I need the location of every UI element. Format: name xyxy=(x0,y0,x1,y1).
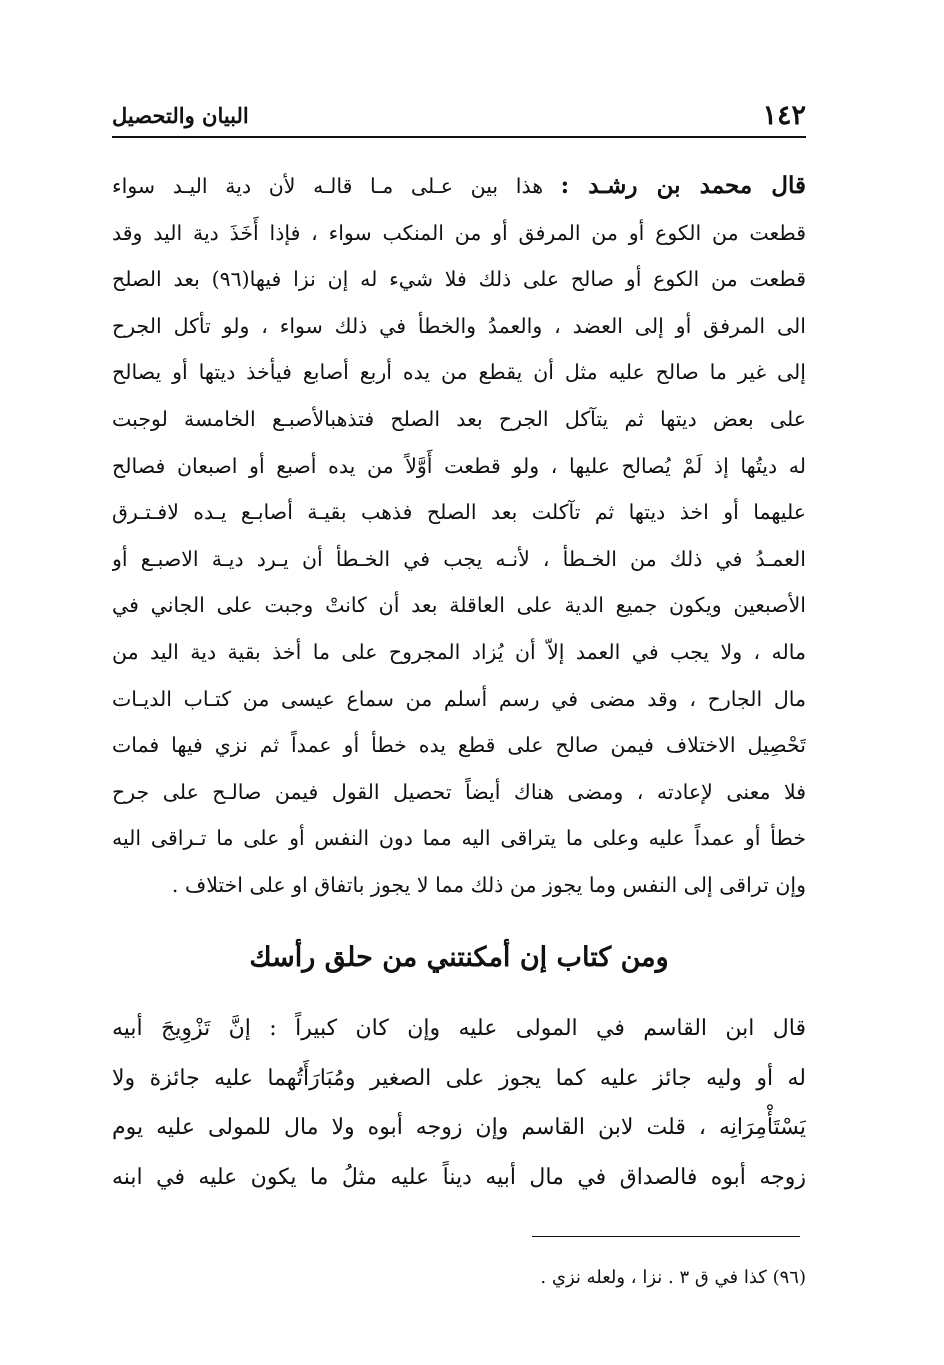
text-line: فلا معنى لإعادته ، ومضى هناك أيضاً تحصيل القول فيمن صالـح على جرح xyxy=(112,779,806,804)
text-line: الى المرفق أو إلى العضد ، والعمدُ والخطأ في ذلك سواء ، ولو تأكل الجرح xyxy=(112,313,806,338)
text-line: قطعت من الكوع أو صالح على ذلك فلا شيء له إن نزا فيها(٩٦) بعد الصلح xyxy=(112,267,806,292)
text-line: الأصبعين ويكون جميع الدية على العاقلة بعد أن كانتْ وجبت على الجاني في xyxy=(112,593,806,618)
text-line: تَحْصِيل الاختلاف فيمن صالح على قطع يده خطأ أو عمداً ثم نزي فيها فمات xyxy=(112,733,806,758)
text-line: عليهما أو اخذ ديتها ثم تآكلت بعد الصلح فذهب بقيـة أصابـع يـده لافـتـرق xyxy=(112,500,806,525)
commentary-passage xyxy=(112,163,806,909)
text-line: على بعض ديتها ثم يتآكل الجرح بعد الصلح فتذهبالأصبـع الخامسة لوجبت xyxy=(112,406,806,431)
text-line: قطعت من الكوع أو من المرفق أو من المنكب سواء ، فإذا أَخَذَ دية اليد وقد xyxy=(112,220,806,245)
text-line: إلى غير ما صالح عليه مثل أن يقطع من يده أربع أصابع فيأخذ ديتها أو يصالح xyxy=(112,360,806,385)
running-title: البيان والتحصيل xyxy=(112,102,249,128)
page-number: ١٤٢ xyxy=(762,99,806,131)
running-header xyxy=(112,96,806,134)
text-line: له ديتُها إذ لَمْ يُصالح عليها ، ولو قطعت أَوَّلاً من يده أصبع أو اصبعان فصالح xyxy=(112,453,806,478)
text-line: يَسْتَأْمِرَانِه ، قلت لابن القاسم وإن زوجه أبوه ولا مال للمولى عليه يوم xyxy=(112,1115,806,1140)
header-rule xyxy=(112,136,806,138)
text-line: قال محمد بن رشـد : هذا بين عـلى مـا قالـه لأن دية اليـد سواء xyxy=(112,172,806,199)
section-passage xyxy=(112,1004,806,1202)
text-line: له أو وليه جائز عليه كما يجوز على الصغير ومُبَارَأَتُهما عليه جائزة ولا xyxy=(112,1065,806,1091)
text-line: وإن تراقى إلى النفس وما يجوز من ذلك مما لا يجوز باتفاق او على اختلاف . xyxy=(171,872,806,897)
footnote-rule xyxy=(532,1236,800,1237)
footnote: (٩٦) كذا في ق ٣ . نزا ، ولعله نزي . xyxy=(540,1267,806,1288)
text-line: ماله ، ولا يجب في العمد إلاّ أن يُزاد المجروح على ما أخذ بقية دية اليد من xyxy=(112,639,806,664)
text-line: مال الجارح ، وقد مضى في رسم أسلم من سماع عيسى من كتـاب الديـات xyxy=(112,686,806,711)
text-line: خطأ أو عمداً عليه وعلى ما يتراقى اليه مما دون النفس أو على ما تـراقى اليه xyxy=(112,826,806,851)
text-line: العمـدُ في ذلك من الخـطأ ، لأنـه يجب في الخـطأ أن يـرد ديـة الاصبـع أو xyxy=(112,546,806,571)
text-line: قال ابن القاسم في المولى عليه وإن كان كبيراً : إنَّ تَزْوِيجَ أبيه xyxy=(112,1016,806,1041)
section-heading: ومن كتاب إن أمكنتني من حلق رأسك xyxy=(249,942,669,973)
speaker-label: قال محمد بن رشـد : xyxy=(560,172,806,199)
text-line: زوجه أبوه فالصداق في مال أبيه ديناً عليه مثلُ ما يكون عليه في ابنه xyxy=(112,1164,806,1190)
